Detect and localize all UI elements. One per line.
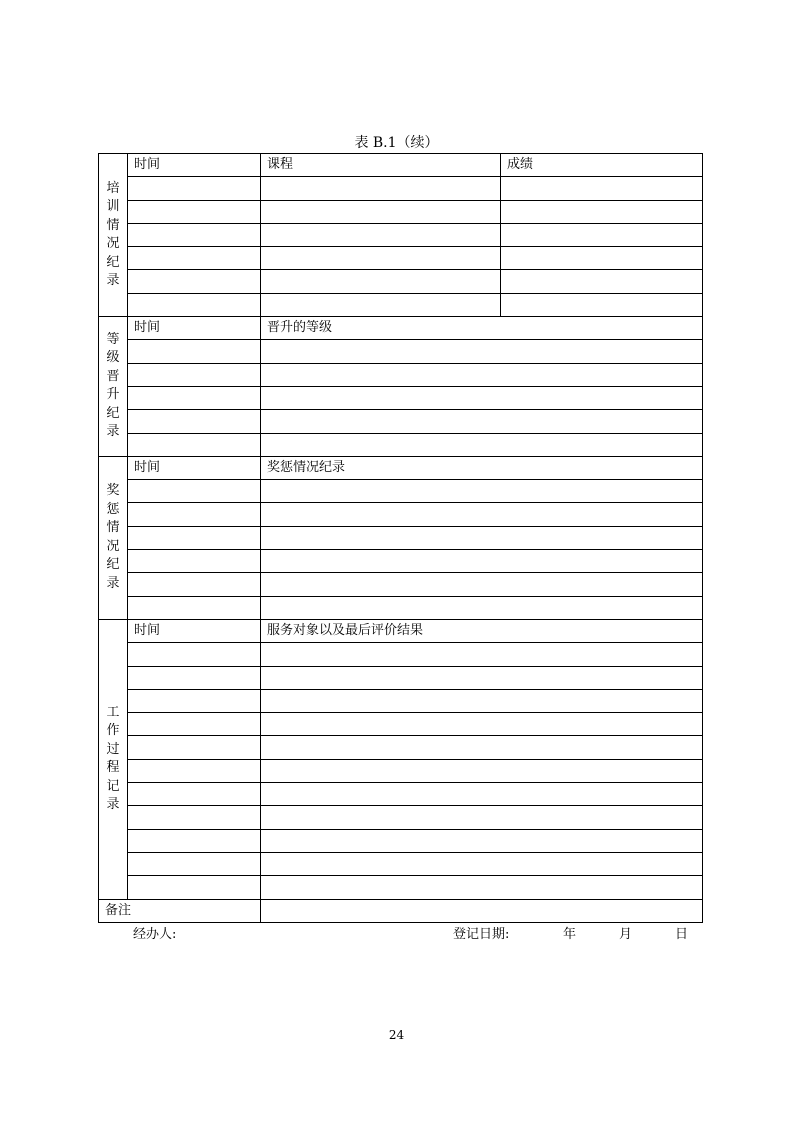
rewards-header-row [99, 456, 703, 479]
work-header-1: 服务对象以及最后评价结果 [261, 619, 703, 642]
work-entry-cell[interactable] [261, 759, 703, 782]
table-row [99, 270, 703, 293]
promotion-header-row [99, 317, 703, 340]
work-entry-cell[interactable] [128, 689, 261, 712]
table-row [99, 783, 703, 806]
promotion-section-label [99, 317, 128, 457]
rewards-entry-cell[interactable] [261, 480, 703, 503]
training-section-label [99, 154, 128, 317]
remarks-row [99, 899, 703, 922]
work-entry-cell[interactable] [261, 736, 703, 759]
training-entry-cell[interactable] [501, 200, 703, 223]
promotion-header-0: 时间 [128, 317, 261, 340]
promotion-entry-cell[interactable] [128, 340, 261, 363]
table-row [99, 666, 703, 689]
rewards-entry-cell[interactable] [261, 526, 703, 549]
work-entry-cell[interactable] [261, 666, 703, 689]
table-row [99, 480, 703, 503]
training-header-row [99, 154, 703, 177]
work-header-row [99, 619, 703, 642]
table-row [99, 526, 703, 549]
training-entry-cell[interactable] [261, 247, 501, 270]
work-entry-cell[interactable] [128, 643, 261, 666]
table-row [99, 363, 703, 386]
work-section-label [99, 619, 128, 899]
training-entry-cell[interactable] [128, 293, 261, 316]
work-header-0: 时间 [128, 619, 261, 642]
work-entry-cell[interactable] [261, 806, 703, 829]
rewards-section-label [99, 456, 128, 619]
remarks-entry-cell[interactable] [261, 899, 703, 922]
promotion-entry-cell[interactable] [261, 386, 703, 409]
rewards-header-0: 时间 [128, 456, 261, 479]
table-row [99, 223, 703, 246]
registration-date-label: 登记日期: [453, 927, 510, 942]
table-row [99, 852, 703, 875]
table-row [99, 550, 703, 573]
training-entry-cell[interactable] [501, 270, 703, 293]
table-row [99, 200, 703, 223]
work-entry-cell[interactable] [261, 783, 703, 806]
promotion-header-1: 晋升的等级 [261, 317, 703, 340]
promotion-entry-cell[interactable] [261, 410, 703, 433]
training-entry-cell[interactable] [501, 247, 703, 270]
handler-label: 经办人: [133, 927, 177, 942]
promotion-entry-cell[interactable] [261, 433, 703, 456]
work-entry-cell[interactable] [261, 829, 703, 852]
promotion-entry-cell[interactable] [128, 410, 261, 433]
training-header-0: 时间 [128, 154, 261, 177]
table-row [99, 410, 703, 433]
rewards-entry-cell[interactable] [128, 526, 261, 549]
training-entry-cell[interactable] [128, 247, 261, 270]
training-entry-cell[interactable] [128, 177, 261, 200]
training-entry-cell[interactable] [261, 223, 501, 246]
training-entry-cell[interactable] [261, 177, 501, 200]
table-row [99, 689, 703, 712]
training-entry-cell[interactable] [128, 270, 261, 293]
promotion-entry-cell[interactable] [261, 340, 703, 363]
work-entry-cell[interactable] [261, 713, 703, 736]
work-entry-cell[interactable] [128, 759, 261, 782]
training-entry-cell[interactable] [261, 270, 501, 293]
rewards-entry-cell[interactable] [261, 550, 703, 573]
rewards-entry-cell[interactable] [261, 503, 703, 526]
training-entry-cell[interactable] [501, 177, 703, 200]
work-entry-cell[interactable] [261, 876, 703, 899]
work-entry-cell[interactable] [128, 666, 261, 689]
promotion-entry-cell[interactable] [128, 433, 261, 456]
table-row [99, 293, 703, 316]
table-row [99, 759, 703, 782]
rewards-entry-cell[interactable] [128, 550, 261, 573]
month-label: 月 [619, 927, 633, 942]
table-row [99, 736, 703, 759]
work-entry-cell[interactable] [261, 643, 703, 666]
table-row [99, 713, 703, 736]
work-entry-cell[interactable] [261, 689, 703, 712]
table-row [99, 806, 703, 829]
year-label: 年 [563, 927, 577, 942]
rewards-entry-cell[interactable] [261, 596, 703, 619]
rewards-entry-cell[interactable] [128, 596, 261, 619]
work-entry-cell[interactable] [128, 806, 261, 829]
training-entry-cell[interactable] [261, 293, 501, 316]
table-row [99, 876, 703, 899]
table-title: 表 B.1（续） [354, 135, 439, 151]
work-section-label-text: 工作过程记录 [106, 704, 120, 813]
promotion-entry-cell[interactable] [261, 363, 703, 386]
training-entry-cell[interactable] [261, 200, 501, 223]
remarks-label: 备注 [99, 899, 261, 922]
table-row [99, 829, 703, 852]
table-row [99, 386, 703, 409]
work-entry-cell[interactable] [128, 783, 261, 806]
table-row [99, 340, 703, 363]
record-form-table [98, 153, 703, 923]
work-entry-cell[interactable] [128, 852, 261, 875]
rewards-section-label-text: 奖惩情况纪录 [106, 483, 120, 591]
work-entry-cell[interactable] [128, 876, 261, 899]
work-entry-cell[interactable] [128, 713, 261, 736]
training-entry-cell[interactable] [128, 200, 261, 223]
day-label: 日 [675, 927, 689, 942]
promotion-section-label-text: 等级晋升纪录 [106, 331, 120, 440]
table-row [99, 247, 703, 270]
work-entry-cell[interactable] [128, 736, 261, 759]
rewards-entry-cell[interactable] [128, 503, 261, 526]
work-entry-cell[interactable] [128, 829, 261, 852]
work-entry-cell[interactable] [261, 852, 703, 875]
table-row [99, 573, 703, 596]
table-row [99, 643, 703, 666]
table-row [99, 433, 703, 456]
rewards-entry-cell[interactable] [128, 573, 261, 596]
training-section-label-text: 培训情况纪录 [106, 180, 120, 289]
rewards-header-1: 奖惩情况纪录 [261, 456, 703, 479]
table-row [99, 177, 703, 200]
table-row [99, 596, 703, 619]
training-entry-cell[interactable] [128, 223, 261, 246]
promotion-entry-cell[interactable] [128, 363, 261, 386]
training-entry-cell[interactable] [501, 293, 703, 316]
rewards-entry-cell[interactable] [128, 480, 261, 503]
table-row [99, 503, 703, 526]
page-number: 24 [388, 1028, 405, 1042]
training-entry-cell[interactable] [501, 223, 703, 246]
training-header-1: 课程 [261, 154, 501, 177]
rewards-entry-cell[interactable] [261, 573, 703, 596]
promotion-entry-cell[interactable] [128, 386, 261, 409]
training-header-2: 成绩 [501, 154, 703, 177]
